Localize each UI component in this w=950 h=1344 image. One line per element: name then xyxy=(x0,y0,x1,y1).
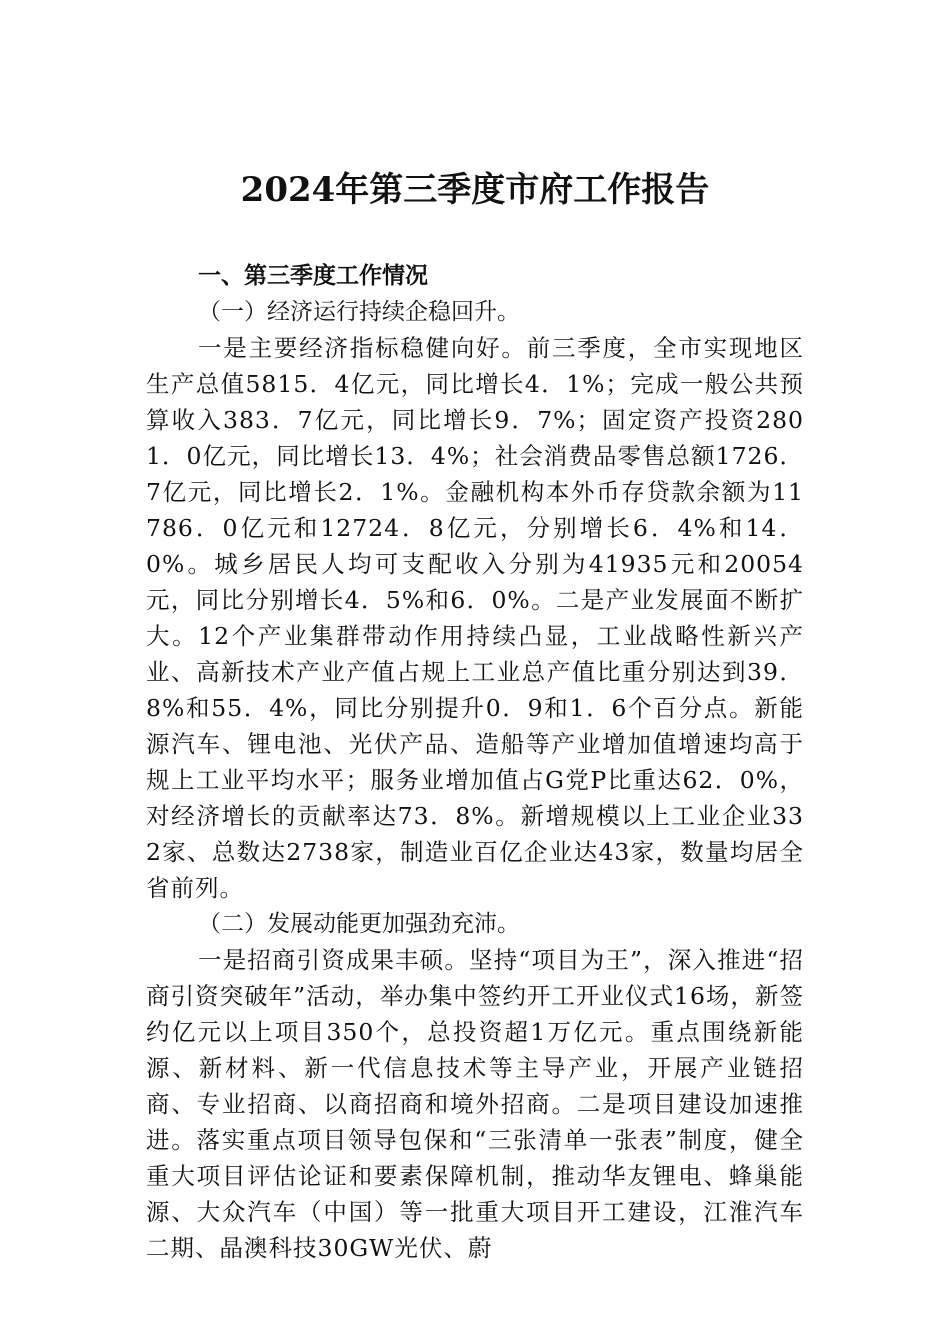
subsection-heading-1: （一）经济运行持续企稳回升。 xyxy=(198,299,520,325)
document-title: 2024年第三季度市府工作报告 xyxy=(240,170,710,210)
paragraph-investment: 一是招商引资成果丰硕。坚持“项目为王”，深入推进“招商引资突破年”活动，举办集中签约开工开业仪式16场，新签约亿元以上项目350个，总投资超1万亿元。重点围绕新能源、新材料、新一代信息技术等主导产业，开展产业链招商、专业招商、以商招商和境外招商。二是项目建设加速推进。落实重点项目领导包保和“三张清单一张表”制度，健全重大项目评估论证和要素保障机制，推动华友锂电、蜂巢能源、大众汽车（中国）等一批重大项目开工建设，江淮汽车二期、晶澳科技30GW光伏、蔚 xyxy=(146,946,804,1262)
document-body xyxy=(146,258,804,1266)
subsection-heading-2: （二）发展动能更加强劲充沛。 xyxy=(198,911,520,937)
section-heading-1: 一、第三季度工作情况 xyxy=(198,263,428,289)
paragraph-economy: 一是主要经济指标稳健向好。前三季度，全市实现地区生产总值5815．4亿元，同比增长4．1%；完成一般公共预算收入383．7亿元，同比增长9．7%；固定资产投资2801．0亿元，同比增长13．4%；社会消费品零售总额1726．7亿元，同比增长2．1%。金融机构本外币存贷款余额为11786．0亿元和12724．8亿元，分别增长6．4%和14．0%。城乡居民人均可支配收入分别为41935元和20054元，同比分别增长4．5%和6．0%。二是产业发展面不断扩大。12个产业集群带动作用持续凸显，工业战略性新兴产业、高新技术产业产值占规上工业总产值比重分别达到39．8%和55．4%，同比分别提升0．9和1．6个百分点。新能源汽车、锂电池、光伏产品、造船等产业增加值增速均高于规上工业平均水平；服务业增加值占G党P比重达62．0%，对经济增长的贡献率达73．8%。新增规模以上工业企业332家、总数达2738家，制造业百亿企业达43家，数量均居全省前列。 xyxy=(146,334,804,902)
